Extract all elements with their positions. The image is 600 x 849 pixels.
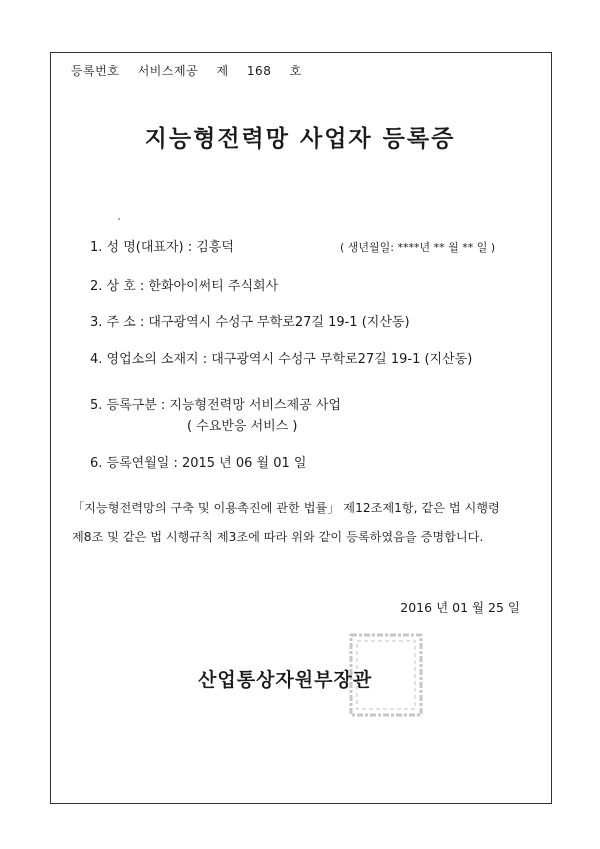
- certificate-title: 지능형전력망 사업자 등록증: [144, 126, 456, 152]
- item-office-location: 4. 영업소의 소재지 : 대구광역시 수성구 무학로27길 19-1 (지산동): [90, 352, 473, 367]
- registration-suffix: 호: [289, 64, 302, 78]
- registration-number-label: 등록번호: [71, 64, 120, 78]
- item-address: 3. 주 소 : 대구광역시 수성구 무학로27길 19-1 (지산동): [90, 315, 410, 330]
- registration-prefix: 제: [216, 64, 229, 78]
- scan-speck: [118, 218, 120, 220]
- item-representative: 1. 성 명(대표자) : 김흥덕: [90, 240, 234, 255]
- birth-date: ( 생년월일: ****년 ** 월 ** 일 ): [340, 241, 496, 254]
- item-registration-category: 5. 등록구분 : 지능형전력망 서비스제공 사업: [90, 398, 341, 413]
- registration-number: 168: [246, 64, 272, 78]
- statement-line-2: 제8조 및 같은 법 시행규칙 제3조에 따라 위와 같이 등록하였음을 증명합니다.: [72, 530, 484, 544]
- registration-number-line: [71, 62, 316, 79]
- issue-date: 2016 년 01 월 25 일: [400, 600, 520, 615]
- registration-subcategory: ( 수요반응 서비스 ): [187, 419, 298, 434]
- item-company-name: 2. 상 호 : 한화아이써티 주식회사: [90, 279, 279, 294]
- registration-type: 서비스제공: [137, 64, 199, 78]
- issuer-name: 산업통상자원부장관: [198, 669, 373, 691]
- item-registration-date: 6. 등록연월일 : 2015 년 06 월 01 일: [90, 456, 307, 471]
- statement-line-1: 「지능형전력망의 구축 및 이용촉진에 관한 법률」 제12조제1항, 같은 법 시행령: [72, 501, 500, 515]
